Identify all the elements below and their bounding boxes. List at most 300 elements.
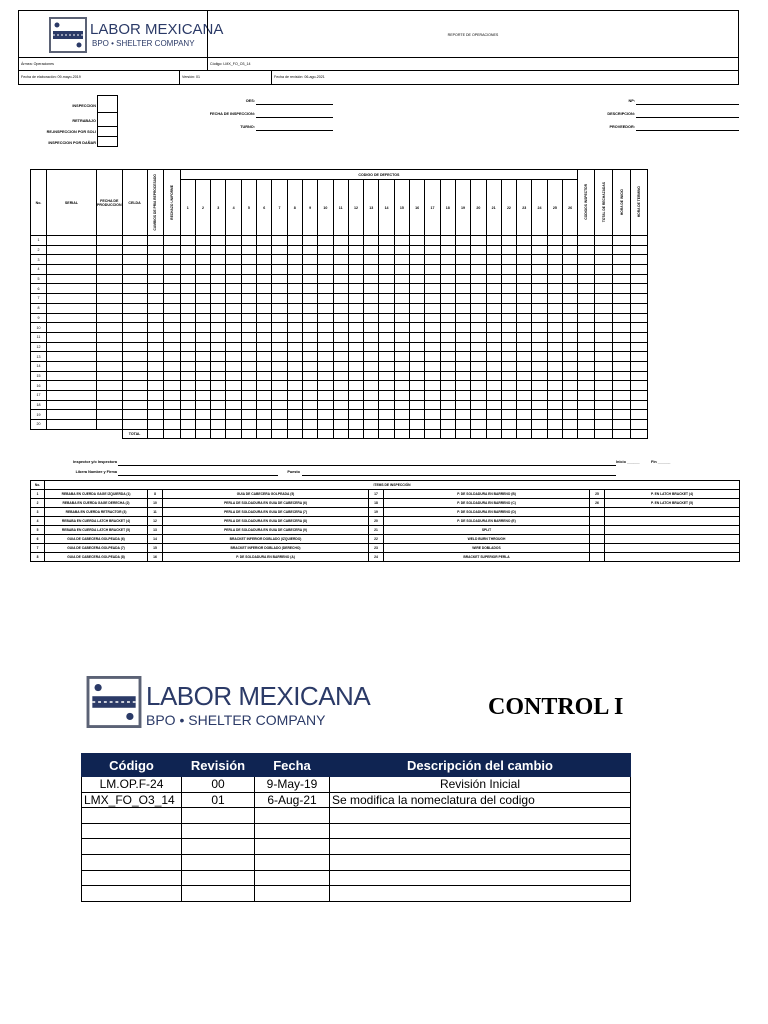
grid-cell[interactable] — [578, 245, 595, 255]
grid-cell[interactable] — [348, 371, 363, 381]
grid-cell[interactable] — [348, 410, 363, 420]
grid-cell[interactable] — [47, 371, 97, 381]
grid-cell[interactable] — [287, 313, 302, 323]
grid-cell[interactable] — [180, 265, 195, 275]
grid-cell[interactable] — [47, 294, 97, 304]
grid-cell[interactable] — [410, 303, 425, 313]
grid-cell[interactable] — [547, 313, 562, 323]
grid-cell[interactable] — [394, 332, 409, 342]
grid-cell[interactable] — [364, 294, 379, 304]
grid-cell[interactable] — [241, 381, 256, 391]
grid-cell[interactable] — [195, 410, 210, 420]
grid-cell[interactable] — [364, 342, 379, 352]
grid-cell[interactable] — [595, 371, 613, 381]
grid-cell[interactable] — [440, 265, 455, 275]
grid-cell[interactable] — [486, 323, 501, 333]
grid-cell[interactable] — [226, 391, 241, 401]
signature-inspector-field[interactable] — [118, 465, 616, 466]
grid-cell[interactable] — [455, 245, 470, 255]
grid-cell[interactable] — [211, 352, 226, 362]
grid-cell[interactable] — [122, 236, 147, 246]
grid-cell[interactable] — [302, 284, 317, 294]
grid-cell[interactable] — [333, 381, 348, 391]
grid-cell[interactable] — [302, 313, 317, 323]
grid-cell[interactable] — [333, 284, 348, 294]
grid-cell[interactable] — [195, 313, 210, 323]
grid-cell[interactable] — [272, 381, 287, 391]
grid-cell[interactable] — [163, 400, 180, 410]
grid-cell[interactable] — [455, 323, 470, 333]
grid-cell[interactable] — [613, 332, 631, 342]
grid-cell[interactable] — [501, 294, 516, 304]
grid-cell[interactable] — [379, 410, 394, 420]
grid-cell[interactable] — [562, 420, 577, 430]
grid-cell[interactable] — [471, 332, 486, 342]
grid-cell[interactable] — [501, 410, 516, 420]
grid-cell[interactable] — [471, 371, 486, 381]
grid-cell[interactable] — [318, 294, 333, 304]
grid-cell[interactable] — [211, 303, 226, 313]
grid-cell[interactable] — [517, 294, 532, 304]
grid-cell[interactable] — [547, 381, 562, 391]
grid-cell[interactable] — [318, 236, 333, 246]
grid-cell[interactable] — [595, 323, 613, 333]
grid-cell[interactable] — [241, 303, 256, 313]
grid-cell[interactable] — [272, 410, 287, 420]
grid-cell[interactable] — [547, 303, 562, 313]
grid-cell[interactable] — [410, 332, 425, 342]
grid-cell[interactable] — [226, 420, 241, 430]
grid-cell[interactable] — [578, 361, 595, 371]
grid-cell[interactable] — [195, 294, 210, 304]
grid-cell[interactable] — [562, 352, 577, 362]
grid-cell[interactable] — [272, 303, 287, 313]
grid-cell[interactable] — [333, 371, 348, 381]
grid-cell[interactable] — [410, 342, 425, 352]
grid-cell[interactable] — [562, 303, 577, 313]
grid-cell[interactable] — [410, 323, 425, 333]
grid-cell[interactable] — [364, 420, 379, 430]
grid-cell[interactable] — [613, 265, 631, 275]
grid-cell[interactable] — [302, 410, 317, 420]
grid-cell[interactable] — [318, 381, 333, 391]
total-cell[interactable] — [226, 429, 241, 439]
grid-cell[interactable] — [455, 332, 470, 342]
grid-cell[interactable] — [517, 371, 532, 381]
grid-cell[interactable] — [195, 274, 210, 284]
grid-cell[interactable] — [486, 245, 501, 255]
grid-cell[interactable] — [180, 303, 195, 313]
grid-cell[interactable] — [122, 265, 147, 275]
grid-cell[interactable] — [302, 420, 317, 430]
grid-cell[interactable] — [532, 255, 547, 265]
grid-cell[interactable] — [455, 236, 470, 246]
grid-cell[interactable] — [578, 352, 595, 362]
grid-cell[interactable] — [440, 313, 455, 323]
grid-cell[interactable] — [425, 323, 440, 333]
grid-cell[interactable] — [595, 420, 613, 430]
grid-cell[interactable] — [211, 274, 226, 284]
grid-cell[interactable] — [613, 410, 631, 420]
grid-cell[interactable] — [613, 284, 631, 294]
grid-cell[interactable] — [211, 313, 226, 323]
grid-cell[interactable] — [486, 274, 501, 284]
grid-cell[interactable] — [147, 371, 163, 381]
grid-cell[interactable] — [333, 391, 348, 401]
grid-cell[interactable] — [97, 274, 123, 284]
grid-cell[interactable] — [272, 323, 287, 333]
total-cell[interactable] — [302, 429, 317, 439]
grid-cell[interactable] — [348, 323, 363, 333]
grid-cell[interactable] — [226, 303, 241, 313]
grid-cell[interactable] — [163, 342, 180, 352]
grid-cell[interactable] — [163, 236, 180, 246]
grid-cell[interactable] — [195, 255, 210, 265]
grid-cell[interactable] — [122, 400, 147, 410]
grid-cell[interactable] — [180, 361, 195, 371]
grid-cell[interactable] — [287, 361, 302, 371]
grid-cell[interactable] — [425, 265, 440, 275]
total-cell[interactable] — [379, 429, 394, 439]
grid-cell[interactable] — [410, 245, 425, 255]
grid-cell[interactable] — [333, 294, 348, 304]
grid-cell[interactable] — [47, 400, 97, 410]
grid-cell[interactable] — [302, 265, 317, 275]
grid-cell[interactable] — [379, 303, 394, 313]
grid-cell[interactable] — [364, 410, 379, 420]
grid-cell[interactable] — [147, 236, 163, 246]
grid-cell[interactable] — [348, 236, 363, 246]
grid-cell[interactable] — [394, 371, 409, 381]
grid-cell[interactable] — [410, 236, 425, 246]
grid-cell[interactable] — [547, 294, 562, 304]
grid-cell[interactable] — [348, 284, 363, 294]
grid-cell[interactable] — [547, 342, 562, 352]
total-cell[interactable] — [211, 429, 226, 439]
grid-cell[interactable] — [241, 245, 256, 255]
grid-cell[interactable] — [613, 342, 631, 352]
grid-cell[interactable] — [379, 294, 394, 304]
grid-cell[interactable] — [486, 381, 501, 391]
grid-cell[interactable] — [226, 371, 241, 381]
grid-cell[interactable] — [440, 361, 455, 371]
grid-cell[interactable] — [501, 342, 516, 352]
grid-cell[interactable] — [631, 342, 648, 352]
grid-cell[interactable] — [257, 332, 272, 342]
grid-cell[interactable] — [547, 332, 562, 342]
grid-cell[interactable] — [211, 342, 226, 352]
total-cell[interactable] — [455, 429, 470, 439]
grid-cell[interactable] — [47, 361, 97, 371]
grid-cell[interactable] — [163, 381, 180, 391]
grid-cell[interactable] — [471, 410, 486, 420]
grid-cell[interactable] — [578, 400, 595, 410]
grid-cell[interactable] — [613, 391, 631, 401]
grid-cell[interactable] — [501, 400, 516, 410]
total-cell[interactable] — [410, 429, 425, 439]
grid-cell[interactable] — [364, 255, 379, 265]
grid-cell[interactable] — [578, 371, 595, 381]
grid-cell[interactable] — [287, 265, 302, 275]
grid-cell[interactable] — [501, 313, 516, 323]
grid-cell[interactable] — [348, 294, 363, 304]
grid-cell[interactable] — [425, 400, 440, 410]
grid-cell[interactable] — [272, 284, 287, 294]
grid-cell[interactable] — [532, 265, 547, 275]
grid-cell[interactable] — [318, 274, 333, 284]
grid-cell[interactable] — [97, 381, 123, 391]
grid-cell[interactable] — [97, 294, 123, 304]
total-cell[interactable] — [394, 429, 409, 439]
grid-cell[interactable] — [547, 400, 562, 410]
grid-cell[interactable] — [562, 284, 577, 294]
grid-cell[interactable] — [578, 284, 595, 294]
grid-cell[interactable] — [595, 391, 613, 401]
grid-cell[interactable] — [501, 284, 516, 294]
grid-cell[interactable] — [241, 371, 256, 381]
grid-cell[interactable] — [333, 410, 348, 420]
grid-cell[interactable] — [425, 303, 440, 313]
total-cell[interactable] — [471, 429, 486, 439]
grid-cell[interactable] — [578, 420, 595, 430]
grid-cell[interactable] — [517, 420, 532, 430]
grid-cell[interactable] — [318, 323, 333, 333]
grid-cell[interactable] — [226, 352, 241, 362]
grid-cell[interactable] — [547, 284, 562, 294]
grid-cell[interactable] — [471, 313, 486, 323]
grid-cell[interactable] — [241, 274, 256, 284]
grid-cell[interactable] — [226, 274, 241, 284]
grid-cell[interactable] — [211, 323, 226, 333]
grid-cell[interactable] — [257, 381, 272, 391]
grid-cell[interactable] — [97, 420, 123, 430]
grid-cell[interactable] — [595, 265, 613, 275]
grid-cell[interactable] — [364, 371, 379, 381]
grid-cell[interactable] — [147, 381, 163, 391]
grid-cell[interactable] — [163, 323, 180, 333]
grid-cell[interactable] — [122, 274, 147, 284]
grid-cell[interactable] — [517, 352, 532, 362]
grid-cell[interactable] — [287, 323, 302, 333]
grid-cell[interactable] — [547, 420, 562, 430]
total-cell[interactable] — [180, 429, 195, 439]
grid-cell[interactable] — [241, 361, 256, 371]
grid-cell[interactable] — [578, 342, 595, 352]
grid-cell[interactable] — [631, 400, 648, 410]
grid-cell[interactable] — [394, 265, 409, 275]
grid-cell[interactable] — [147, 255, 163, 265]
grid-cell[interactable] — [241, 410, 256, 420]
grid-cell[interactable] — [364, 332, 379, 342]
grid-cell[interactable] — [147, 245, 163, 255]
grid-cell[interactable] — [364, 381, 379, 391]
grid-cell[interactable] — [486, 265, 501, 275]
grid-cell[interactable] — [613, 303, 631, 313]
grid-cell[interactable] — [348, 303, 363, 313]
grid-cell[interactable] — [471, 303, 486, 313]
grid-cell[interactable] — [532, 245, 547, 255]
grid-cell[interactable] — [455, 410, 470, 420]
grid-cell[interactable] — [547, 410, 562, 420]
grid-cell[interactable] — [257, 391, 272, 401]
grid-cell[interactable] — [471, 342, 486, 352]
grid-cell[interactable] — [562, 381, 577, 391]
grid-cell[interactable] — [97, 313, 123, 323]
total-cell[interactable] — [595, 429, 613, 439]
grid-cell[interactable] — [486, 284, 501, 294]
grid-cell[interactable] — [410, 265, 425, 275]
grid-cell[interactable] — [47, 410, 97, 420]
grid-cell[interactable] — [147, 294, 163, 304]
grid-cell[interactable] — [440, 274, 455, 284]
grid-cell[interactable] — [532, 371, 547, 381]
grid-cell[interactable] — [532, 361, 547, 371]
grid-cell[interactable] — [226, 236, 241, 246]
grid-cell[interactable] — [532, 332, 547, 342]
grid-cell[interactable] — [318, 352, 333, 362]
grid-cell[interactable] — [180, 313, 195, 323]
grid-cell[interactable] — [180, 255, 195, 265]
total-cell[interactable] — [147, 429, 163, 439]
grid-cell[interactable] — [517, 265, 532, 275]
grid-cell[interactable] — [122, 313, 147, 323]
grid-cell[interactable] — [578, 323, 595, 333]
grid-cell[interactable] — [287, 332, 302, 342]
grid-cell[interactable] — [195, 381, 210, 391]
grid-cell[interactable] — [517, 303, 532, 313]
grid-cell[interactable] — [455, 303, 470, 313]
grid-cell[interactable] — [47, 420, 97, 430]
grid-cell[interactable] — [195, 245, 210, 255]
grid-cell[interactable] — [272, 371, 287, 381]
grid-cell[interactable] — [471, 236, 486, 246]
grid-cell[interactable] — [147, 313, 163, 323]
grid-cell[interactable] — [613, 313, 631, 323]
grid-cell[interactable] — [97, 342, 123, 352]
grid-cell[interactable] — [631, 420, 648, 430]
grid-cell[interactable] — [501, 245, 516, 255]
grid-cell[interactable] — [379, 420, 394, 430]
grid-cell[interactable] — [241, 332, 256, 342]
field-fecha-inspeccion[interactable] — [256, 117, 333, 118]
grid-cell[interactable] — [547, 371, 562, 381]
grid-cell[interactable] — [180, 245, 195, 255]
grid-cell[interactable] — [379, 284, 394, 294]
grid-cell[interactable] — [211, 245, 226, 255]
grid-cell[interactable] — [595, 303, 613, 313]
grid-cell[interactable] — [241, 420, 256, 430]
grid-cell[interactable] — [195, 323, 210, 333]
grid-cell[interactable] — [562, 294, 577, 304]
grid-cell[interactable] — [394, 342, 409, 352]
grid-cell[interactable] — [517, 323, 532, 333]
grid-cell[interactable] — [211, 265, 226, 275]
grid-cell[interactable] — [302, 371, 317, 381]
checkbox-retrabajo[interactable] — [97, 112, 118, 127]
grid-cell[interactable] — [440, 391, 455, 401]
grid-cell[interactable] — [410, 284, 425, 294]
grid-cell[interactable] — [348, 400, 363, 410]
grid-cell[interactable] — [257, 323, 272, 333]
grid-cell[interactable] — [195, 332, 210, 342]
grid-cell[interactable] — [486, 352, 501, 362]
grid-cell[interactable] — [440, 284, 455, 294]
grid-cell[interactable] — [333, 342, 348, 352]
grid-cell[interactable] — [486, 342, 501, 352]
grid-cell[interactable] — [379, 274, 394, 284]
grid-cell[interactable] — [47, 381, 97, 391]
grid-cell[interactable] — [257, 303, 272, 313]
grid-cell[interactable] — [410, 400, 425, 410]
grid-cell[interactable] — [379, 381, 394, 391]
grid-cell[interactable] — [333, 313, 348, 323]
grid-cell[interactable] — [578, 274, 595, 284]
grid-cell[interactable] — [517, 400, 532, 410]
grid-cell[interactable] — [501, 303, 516, 313]
grid-cell[interactable] — [517, 342, 532, 352]
grid-cell[interactable] — [562, 245, 577, 255]
checkbox-danar[interactable] — [97, 136, 118, 147]
total-cell[interactable] — [631, 429, 648, 439]
grid-cell[interactable] — [578, 294, 595, 304]
grid-cell[interactable] — [122, 361, 147, 371]
grid-cell[interactable] — [163, 410, 180, 420]
grid-cell[interactable] — [501, 274, 516, 284]
grid-cell[interactable] — [425, 352, 440, 362]
grid-cell[interactable] — [631, 391, 648, 401]
grid-cell[interactable] — [211, 381, 226, 391]
grid-cell[interactable] — [394, 245, 409, 255]
grid-cell[interactable] — [272, 255, 287, 265]
grid-cell[interactable] — [425, 410, 440, 420]
grid-cell[interactable] — [394, 410, 409, 420]
grid-cell[interactable] — [455, 294, 470, 304]
grid-cell[interactable] — [226, 332, 241, 342]
grid-cell[interactable] — [455, 265, 470, 275]
field-turno[interactable] — [256, 130, 333, 131]
grid-cell[interactable] — [532, 303, 547, 313]
grid-cell[interactable] — [163, 391, 180, 401]
grid-cell[interactable] — [333, 332, 348, 342]
grid-cell[interactable] — [211, 332, 226, 342]
grid-cell[interactable] — [517, 284, 532, 294]
grid-cell[interactable] — [47, 236, 97, 246]
grid-cell[interactable] — [195, 342, 210, 352]
grid-cell[interactable] — [486, 332, 501, 342]
grid-cell[interactable] — [613, 420, 631, 430]
grid-cell[interactable] — [302, 400, 317, 410]
grid-cell[interactable] — [471, 245, 486, 255]
grid-cell[interactable] — [211, 410, 226, 420]
grid-cell[interactable] — [562, 323, 577, 333]
grid-cell[interactable] — [257, 420, 272, 430]
grid-cell[interactable] — [471, 323, 486, 333]
grid-cell[interactable] — [364, 274, 379, 284]
grid-cell[interactable] — [631, 284, 648, 294]
grid-cell[interactable] — [631, 265, 648, 275]
grid-cell[interactable] — [147, 391, 163, 401]
grid-cell[interactable] — [425, 236, 440, 246]
grid-cell[interactable] — [318, 313, 333, 323]
grid-cell[interactable] — [613, 236, 631, 246]
grid-cell[interactable] — [195, 420, 210, 430]
total-cell[interactable] — [578, 429, 595, 439]
grid-cell[interactable] — [410, 274, 425, 284]
grid-cell[interactable] — [562, 361, 577, 371]
grid-cell[interactable] — [364, 245, 379, 255]
grid-cell[interactable] — [195, 265, 210, 275]
grid-cell[interactable] — [410, 313, 425, 323]
